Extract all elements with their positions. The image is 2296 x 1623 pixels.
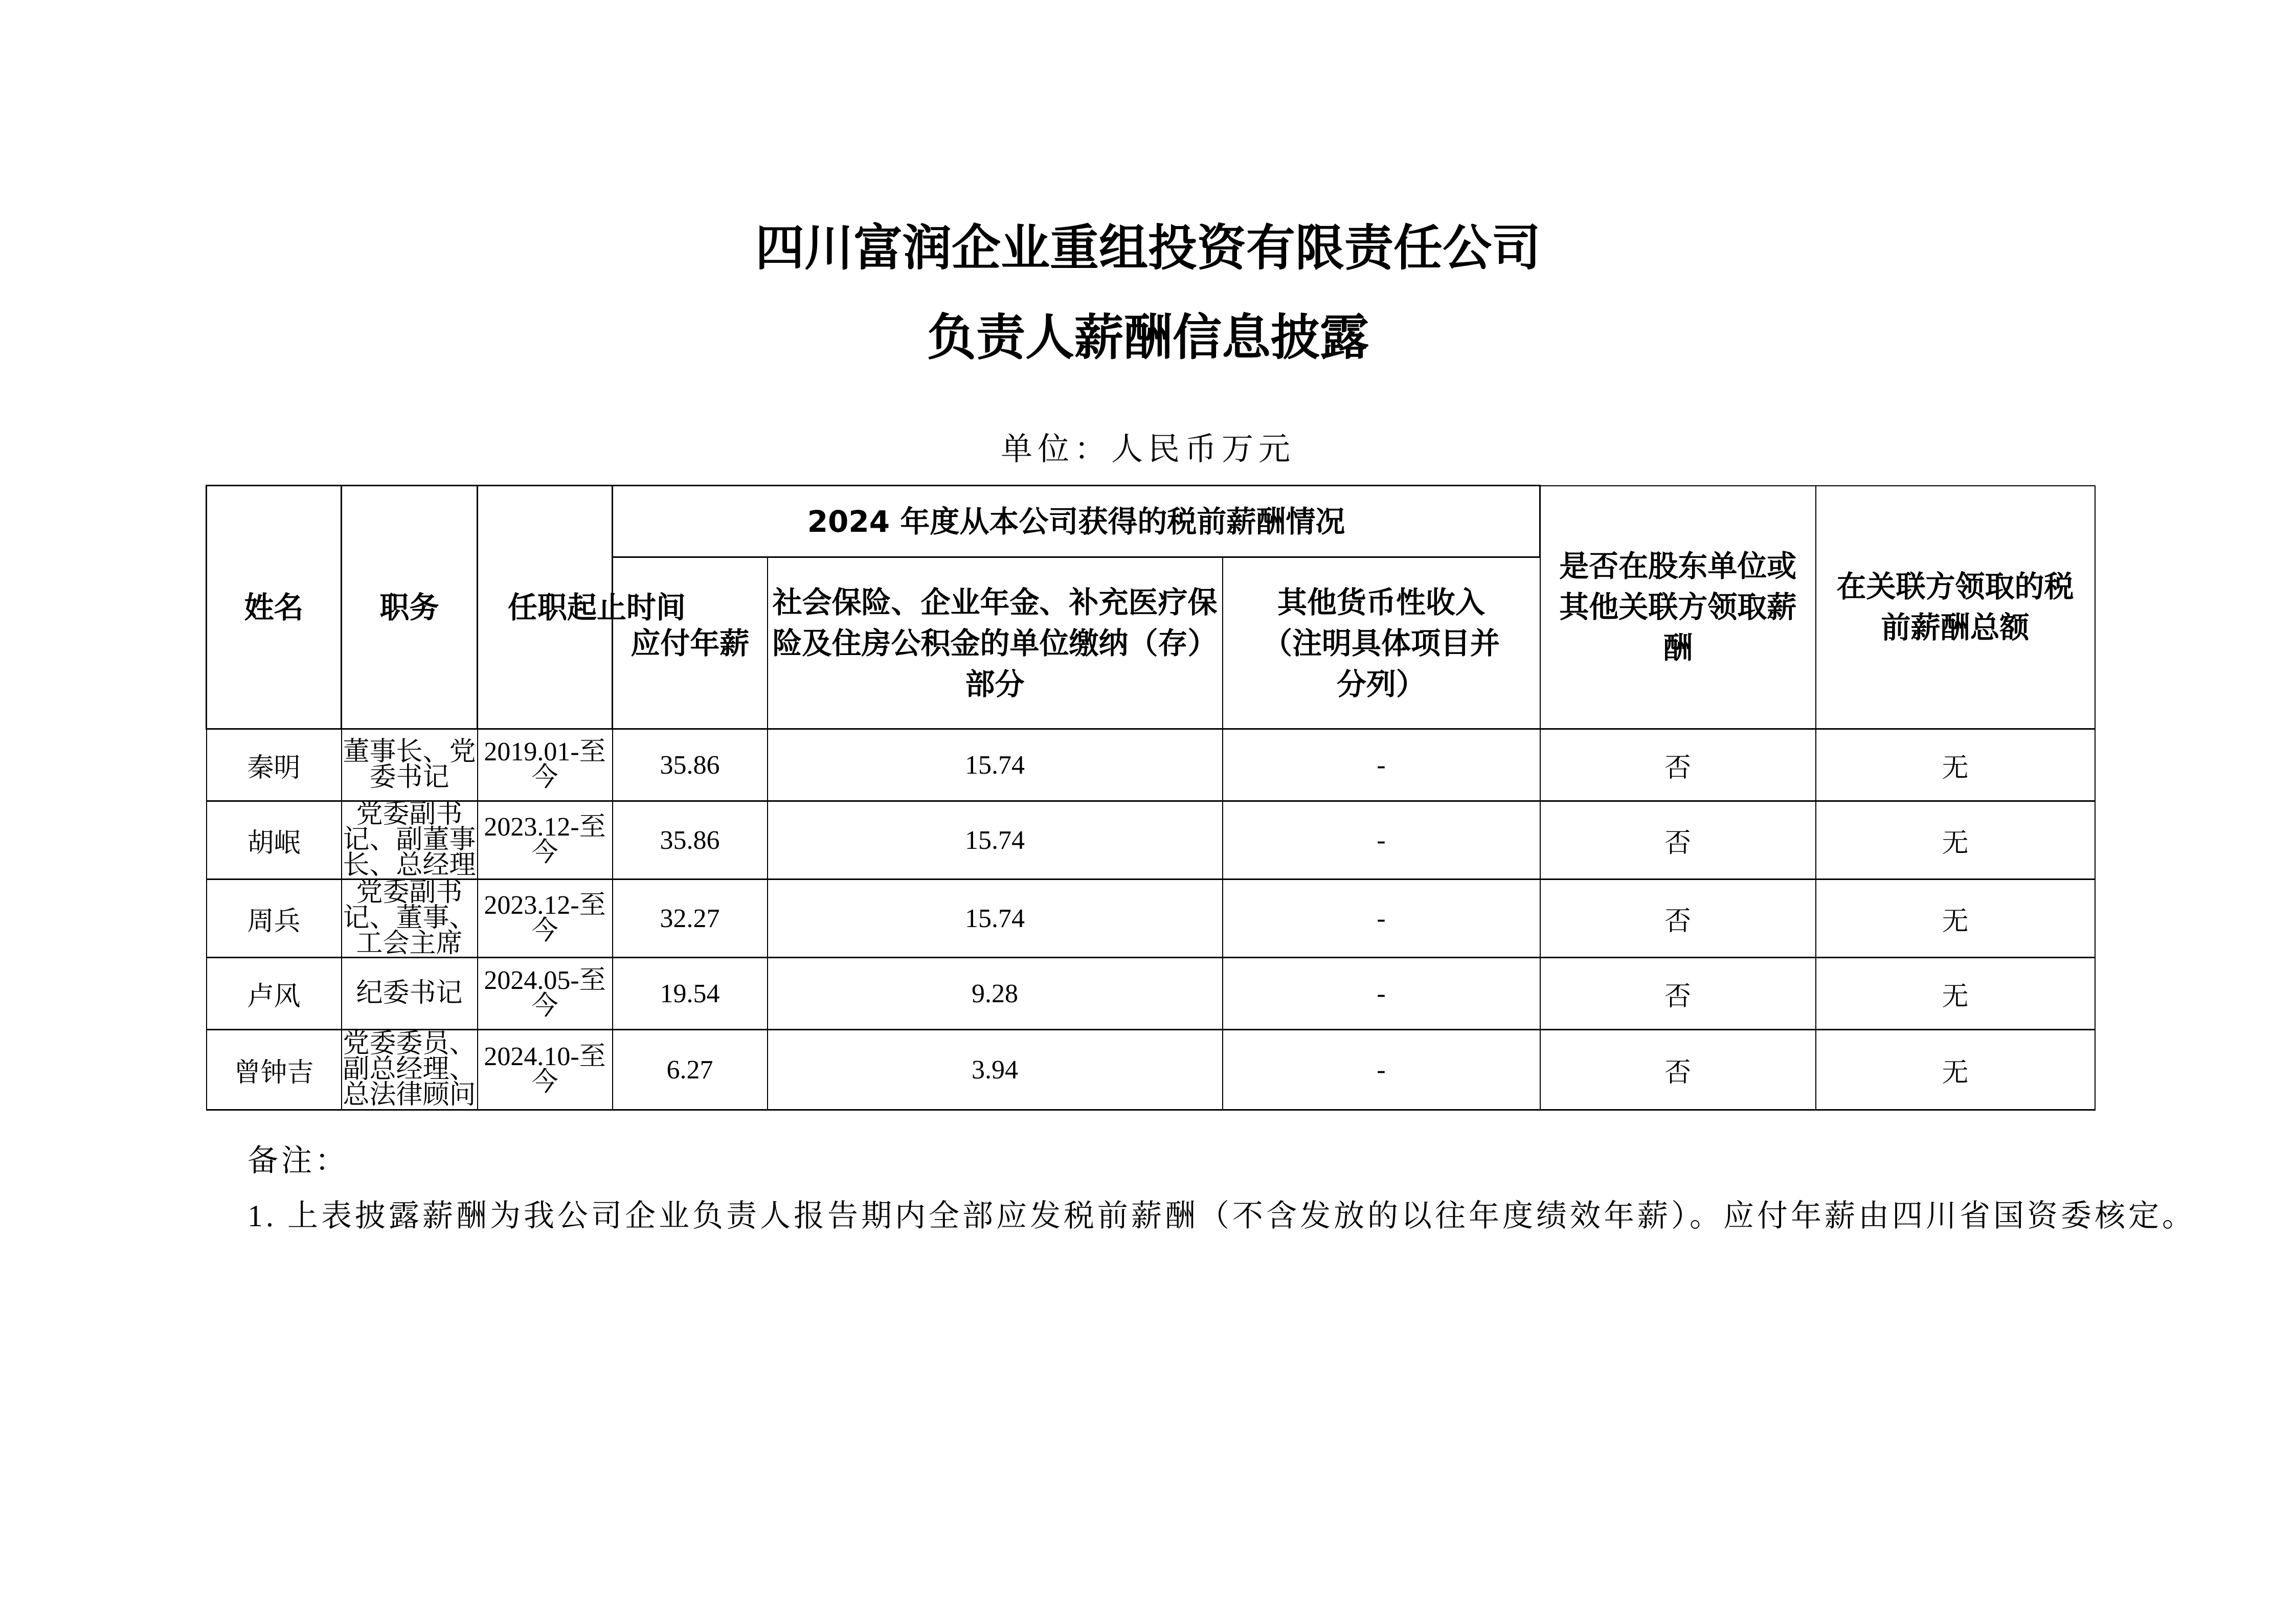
cell-position: 党委委员、副总经理、总法律顾问 [342, 1030, 478, 1110]
cell-other-income: - [1223, 880, 1540, 958]
cell-other-income: - [1223, 729, 1540, 801]
cell-other-income: - [1223, 958, 1540, 1030]
header-related-party-text: 是否在股东单位或其他关联方领取薪酬 [1559, 549, 1797, 666]
cell-name: 周兵 [207, 880, 342, 958]
cell-position: 纪委书记 [342, 958, 478, 1030]
cell-other-income: - [1223, 801, 1540, 880]
cell-position: 党委副书记、副董事长、总经理 [342, 801, 478, 880]
header-related-party [1540, 486, 1816, 729]
cell-social-insurance: 9.28 [768, 958, 1223, 1030]
header-related-total [1816, 486, 2095, 729]
cell-related-party: 否 [1540, 958, 1816, 1030]
header-term-text: 任职起止时间 [507, 590, 686, 625]
cell-position: 党委副书记、董事、工会主席 [342, 880, 478, 958]
cell-term: 2019.01-至今 [478, 729, 613, 801]
cell-term: 2023.12-至今 [478, 801, 613, 880]
table-row [207, 801, 2095, 880]
cell-related-party: 否 [1540, 729, 1816, 801]
cell-annual-salary: 19.54 [613, 958, 768, 1030]
cell-related-total: 无 [1816, 1030, 2095, 1110]
cell-annual-salary: 32.27 [613, 880, 768, 958]
cell-related-total: 无 [1816, 801, 2095, 880]
cell-related-party: 否 [1540, 1030, 1816, 1110]
header-related-total-text: 在关联方领取的税前薪酬总额 [1836, 569, 2074, 645]
cell-related-party: 否 [1540, 801, 1816, 880]
cell-name: 秦明 [207, 729, 342, 801]
header-other-income-text: 其他货币性收入（注明具体项目并分列） [1263, 584, 1500, 702]
cell-related-total: 无 [1816, 958, 2095, 1030]
cell-social-insurance: 15.74 [768, 801, 1223, 880]
cell-related-total: 无 [1816, 729, 2095, 801]
header-position: 职务 [342, 486, 478, 729]
cell-social-insurance: 15.74 [768, 880, 1223, 958]
header-term [478, 486, 686, 729]
cell-social-insurance: 15.74 [768, 729, 1223, 801]
document-subtitle: 负责人薪酬信息披露 [927, 308, 1369, 366]
header-other-income [1223, 557, 1540, 729]
table-row [207, 958, 2095, 1030]
table-row [207, 729, 2095, 801]
document-title: 四川富润企业重组投资有限责任公司 [755, 219, 1541, 277]
table-row [207, 1030, 2095, 1110]
unit-label: 单位：人民币万元 [1000, 432, 1295, 467]
cell-social-insurance: 3.94 [768, 1030, 1223, 1110]
cell-name: 曾钟吉 [207, 1030, 342, 1110]
cell-annual-salary: 6.27 [613, 1030, 768, 1110]
cell-name: 卢风 [207, 958, 342, 1030]
cell-annual-salary: 35.86 [613, 729, 768, 801]
cell-term: 2024.05-至今 [478, 958, 613, 1030]
header-name: 姓名 [207, 486, 342, 729]
cell-other-income: - [1223, 1030, 1540, 1110]
notes-label: 备注： [247, 1144, 349, 1178]
table-row [207, 880, 2095, 958]
note-item: 1. 上表披露薪酬为我公司企业负责人报告期内全部应发税前薪酬（不含发放的以往年度绩效年薪）。应付年薪由四川省国资委核定。 [247, 1199, 2196, 1233]
header-annual-salary: 应付年薪 [613, 557, 768, 729]
cell-related-party: 否 [1540, 880, 1816, 958]
cell-term: 2023.12-至今 [478, 880, 613, 958]
header-social-insurance [768, 557, 1223, 729]
cell-related-total: 无 [1816, 880, 2095, 958]
cell-term: 2024.10-至今 [478, 1030, 613, 1110]
cell-position: 董事长、党委书记 [342, 729, 478, 801]
compensation-table [206, 485, 2096, 1111]
cell-annual-salary: 35.86 [613, 801, 768, 880]
cell-name: 胡岷 [207, 801, 342, 880]
header-social-insurance-text: 社会保险、企业年金、补充医疗保险及住房公积金的单位缴纳（存）部分 [772, 584, 1218, 702]
header-group: 2024 年度从本公司获得的税前薪酬情况 [613, 486, 1540, 557]
